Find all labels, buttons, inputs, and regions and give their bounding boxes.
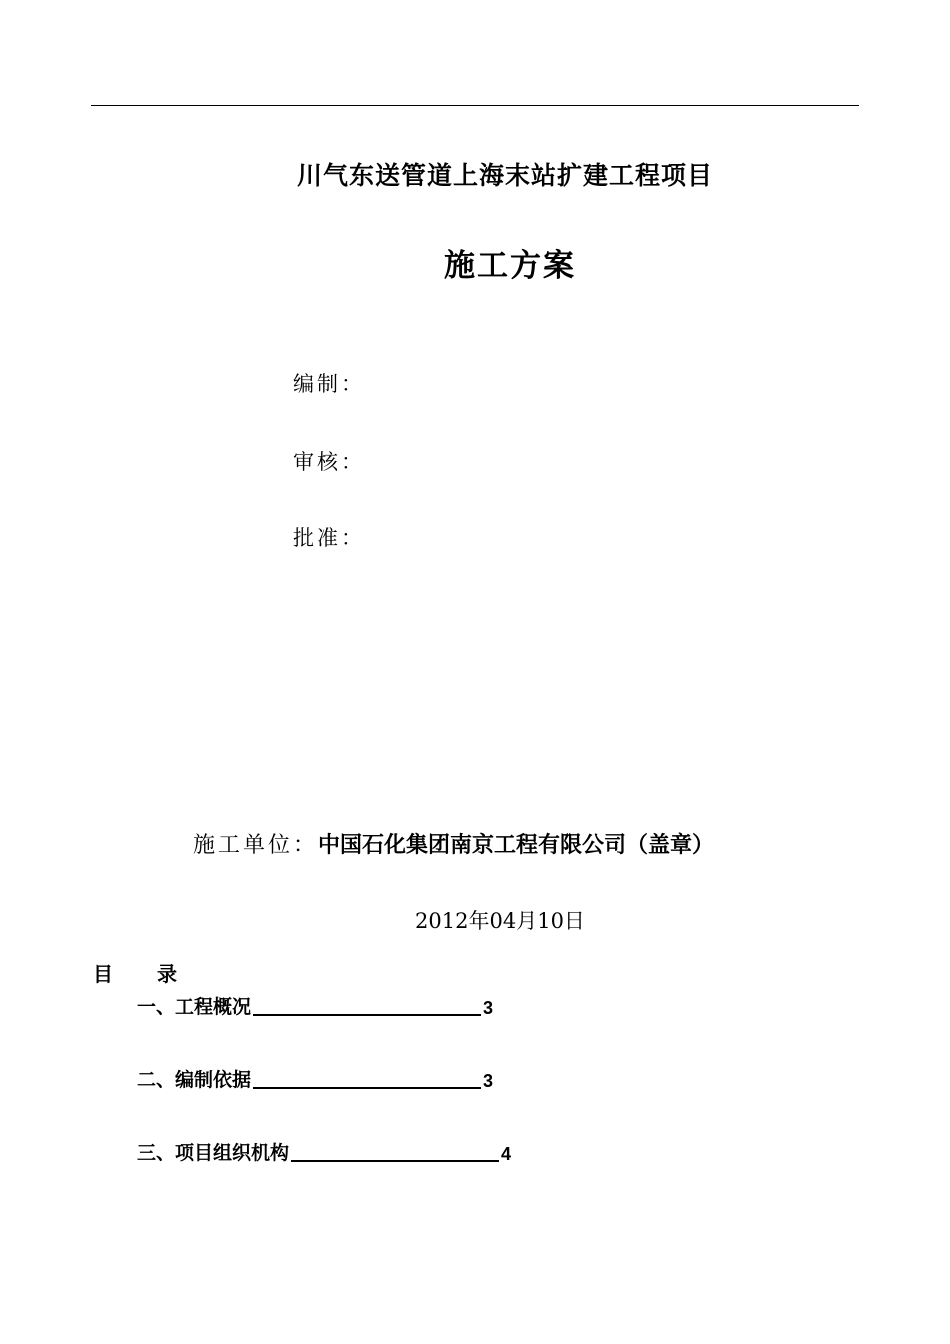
signoff-review-label: 审核：	[293, 450, 365, 474]
toc-item-page: 3	[483, 1071, 494, 1091]
document-title: 施工方案	[444, 248, 576, 284]
document-date: 2012年04月10日	[415, 909, 585, 933]
project-title: 川气东送管道上海末站扩建工程项目	[296, 161, 713, 190]
toc-item-title: 三、项目组织机构	[137, 1142, 290, 1164]
construction-unit	[193, 828, 714, 859]
toc-item-title: 一、工程概况	[137, 996, 252, 1018]
header-rule	[91, 105, 859, 106]
toc-item-page: 4	[501, 1144, 512, 1164]
toc-item[interactable]	[137, 1065, 493, 1092]
toc-leader-line	[253, 996, 481, 1016]
toc-item-title: 二、编制依据	[137, 1069, 252, 1091]
toc-heading	[93, 958, 177, 987]
signoff-compile-label: 编制：	[293, 372, 365, 396]
toc-leader-line	[291, 1142, 499, 1162]
construction-unit-label: 施工单位：	[193, 833, 319, 858]
toc-item-page: 3	[483, 998, 494, 1018]
toc-heading-right: 录	[157, 962, 177, 986]
toc-heading-left: 目	[93, 962, 113, 986]
toc-item[interactable]	[137, 992, 493, 1019]
toc-item[interactable]	[137, 1138, 511, 1165]
toc-leader-line	[253, 1069, 481, 1089]
signoff-approve-label: 批准：	[293, 526, 365, 550]
construction-unit-name: 中国石化集团南京工程有限公司（盖章）	[318, 833, 715, 858]
